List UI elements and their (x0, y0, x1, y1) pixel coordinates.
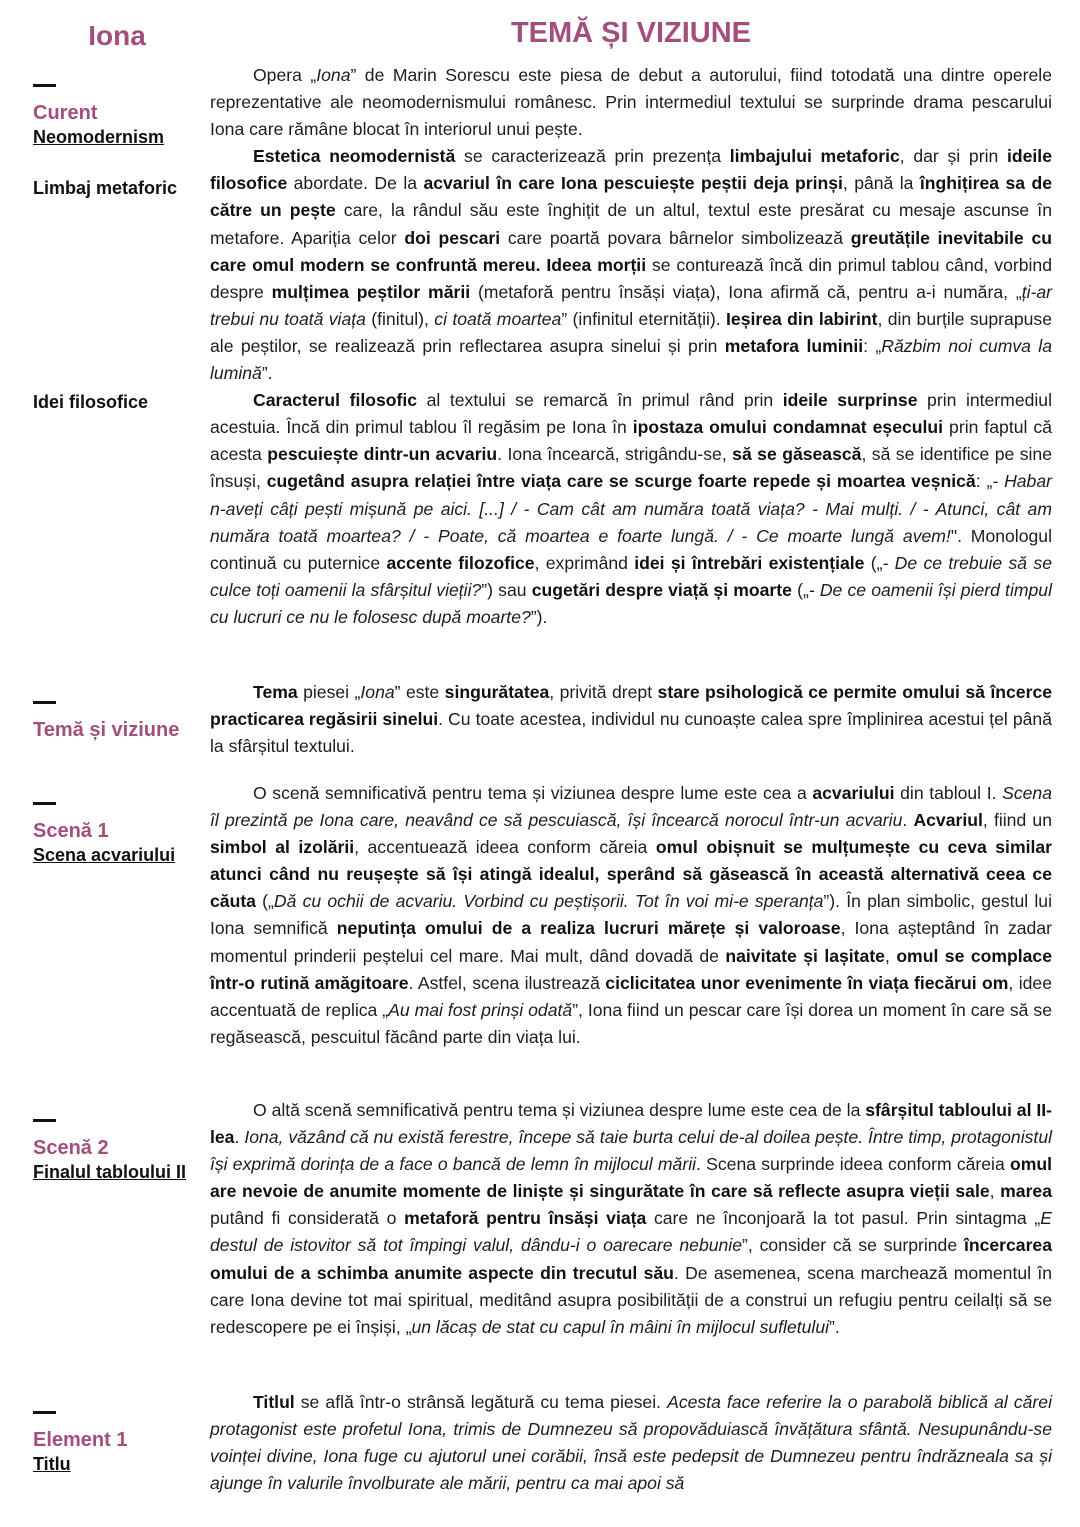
sidebar-category: Scenă 1 (33, 820, 109, 842)
sidebar-note: Idei filosofice (33, 392, 149, 412)
page-title: TEMĂ ȘI VIZIUNE (510, 17, 752, 49)
sidebar-subheading: Titlu (33, 1454, 71, 1474)
dash-divider (33, 802, 56, 805)
sidebar-category: Scenă 2 (33, 1137, 109, 1159)
dash-divider (33, 1411, 56, 1414)
body-section-intro (210, 62, 1052, 631)
sidebar-subheading: Scena acvariului (33, 845, 176, 865)
sidebar-scena2 (33, 1119, 203, 1184)
sidebar-limbaj (33, 176, 203, 200)
sidebar-curent (33, 84, 203, 149)
dash-divider (33, 84, 56, 87)
paragraph-scena2: O altă scenă semnificativă pentru tema și viziunea despre lume este cea de la sfârșitul tabloului al II-lea. Iona, văzând că nu există ferestre, începe să taie burta celui de-al doilea pește. Între timp, protagonistul își exprimă dorința de a face o bancă de lemn în mijlocul mării. Scena surprinde ideea conform căreia omul are nevoie de anumite momente de liniște și singurătate în care să reflecte asupra vieții sale, marea putând fi considerată o metaforă pentru însăși viața care ne înconjoară la tot pasul. Prin sintagma „E destul de istovitor să tot împingi valul, dându-i o oarecare nebunie”, consider că se surprinde încercarea omului de a schimba anumite aspecte din trecutul său. De asemenea, scena marchează momentul în care Iona devine tot mai spiritual, meditând asupra posibilității de a construi un refugiu pentru ceilalți să se redescopere pe ei înșiși, „un lăcaș de stat cu capul în mâini în mijlocul sufletului”. (210, 1100, 1053, 1337)
sidebar-subheading: Finalul tabloului II (33, 1162, 186, 1182)
dash-divider (33, 701, 56, 704)
paragraph-intro: Opera „Iona” de Marin Sorescu este piesa de debut a autorului, fiind totodată una dintre operele reprezentative ale neomodernismului românesc. Prin intermediul textului se surprinde drama pescarului Iona care rămâne blocat în interiorul unui pește. (210, 65, 1052, 140)
sidebar-note: Limbaj metaforic (33, 178, 178, 198)
sidebar-element1 (33, 1411, 203, 1476)
sidebar-idei (33, 390, 203, 414)
dash-divider (33, 1119, 56, 1122)
sidebar-category: Curent (33, 102, 98, 124)
sidebar-tema (33, 701, 203, 742)
body-section-scena1 (210, 780, 1052, 1051)
left-title: Iona (88, 20, 146, 51)
paragraph-titlu: Titlul se află într-o strânsă legătură cu tema piesei. Acesta face referire la o parabolă biblică al cărei protagonist este profetul Iona, trimis de Dumnezeu să propovăduiască învățătura sfântă. Nesupunându-se voinței divine, Iona fuge cu ajutorul unei corăbii, însă este pedepsit de Dumnezeu pentru îndrăzneala sa și ajunge în valurile învolburate ale mării, pentru ca mai apoi să (210, 1392, 1052, 1494)
sidebar-category: Element 1 (33, 1429, 128, 1451)
sidebar-scena1 (33, 802, 203, 867)
body-section-scena2 (210, 1097, 1052, 1341)
body-section-tema (210, 679, 1052, 760)
paragraph-scena1: O scenă semnificativă pentru tema și viziunea despre lume este cea a acvariului din tabloul I. Scena îl prezintă pe Iona care, neavând ce să pescuiască, își încearcă norocul într-un acvariu. Acvariul, fiind un simbol al izolării, accentuează ideea conform căreia omul obișnuit se mulțumește cu ceva similar atunci când nu reușește să își atingă idealul, sperând să găsească în această alternativă ceea ce căuta („Dă cu ochii de acvariu. Vorbind cu peștișorii. Tot în voi mi-e speranța”). În plan simbolic, gestul lui Iona semnifică neputința omului de a realiza lucruri mărețe și valoroase, Iona așteptând în zadar momentul prinderii peștelui cel mare. Mai mult, dând dovadă de naivitate și lașitate, omul se complace într-o rutină amăgitoare. Astfel, scena ilustrează ciclicitatea unor evenimente în viața fiecărui om, idee accentuată de replica „Au mai fost prinși odată”, Iona fiind un pescar care își dorea un moment în care să se regăsească, pescuitul făcând parte din viața lui. (210, 783, 1052, 1047)
sidebar-category: Temă și viziune (33, 719, 180, 741)
paragraph-estetica: Estetica neomodernistă se caracterizează prin prezența limbajului metaforic, dar și prin ideile filosofice abordate. De la acvariul în care Iona pescuiește peștii deja prinși, până la înghițirea sa de către un pește care, la rândul său este înghițit de un altul, textul este presărat cu mesaje ascunse în metafore. Apariția celor doi pescari care poartă povara bârnelor simbolizează greutățile inevitabile cu care omul modern se confruntă mereu. Ideea morții se conturează încă din primul tablou când, vorbind despre mulțimea peștilor mării (metaforă pentru însăși viața), Iona afirmă că, pentru a-i număra, „ți-ar trebui nu toată viața (finitul), ci toată moartea” (infinitul eternității). Ieșirea din labirint, din burțile suprapuse ale peștilor, se realizează prin reflectarea asupra sinelui și prin metafora luminii: „Răzbim noi cumva la lumină”. (210, 146, 1053, 384)
body-section-titlu (210, 1389, 1052, 1497)
paragraph-tema: Tema piesei „Iona” este singurătatea, privită drept stare psihologică ce permite omului să încerce practicarea regăsirii sinelui. Cu toate acestea, individul nu cunoaște calea spre împlinirea acestui țel până la sfârșitul textului. (210, 682, 1053, 757)
sidebar-subheading: Neomodernism (33, 127, 165, 147)
paragraph-caracter-filosofic: Caracterul filosofic al textului se remarcă în primul rând prin ideile surprinse prin intermediul acestuia. Încă din primul tablou îl regăsim pe Iona în ipostaza omului condamnat eșecului prin faptul că acesta pescuiește dintr-un acvariu. Iona încearcă, strigându-se, să se găsească, să se identifice pe sine însuși, cugetând asupra relației între viața care se scurge foarte repede și moartea veșnică: „- Habar n-aveți câți pești mișună pe aici. [...] / - Cam cât am număra toată viața? - Mai mulți. / - Atunci, cât am număra toată moartea? / - Poate, că moartea e foarte lungă. / - Ce moarte lungă avem!". Monologul continuă cu puternice accente filozofice, exprimând idei și întrebări existențiale („- De ce trebuie să se culce toți oamenii la sfârșitul vieții?”) sau cugetări despre viață și moarte („- De ce oamenii își pierd timpul cu lucruri ce nu le folosesc după moarte?”). (210, 390, 1052, 627)
